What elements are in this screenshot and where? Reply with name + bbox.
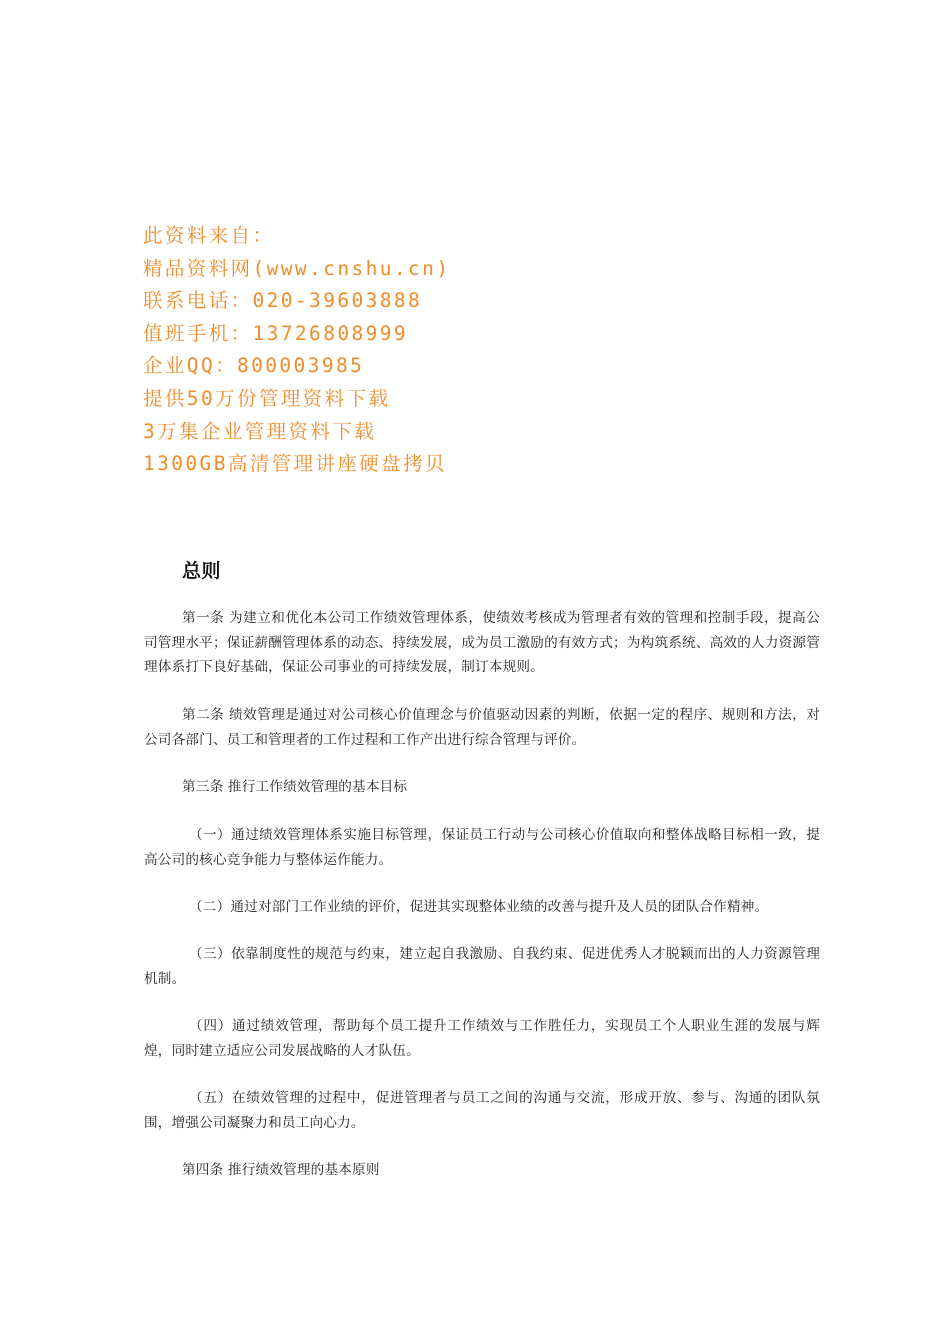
source-info-block bbox=[143, 220, 663, 481]
source-line-intro: 此资料来自： bbox=[143, 224, 275, 247]
objective-2-paragraph: （二）通过对部门工作业绩的评价，促进其实现整体业绩的改善与提升及人员的团队合作精神。 bbox=[189, 899, 769, 915]
source-line-offer-2: 3万集企业管理资料下载 bbox=[143, 419, 377, 443]
objective-4-paragraph: （四）通过绩效管理，帮助每个员工提升工作绩效与工作胜任力，实现员工个人职业生涯的发展与辉煌，同时建立适应公司发展战略的人才队伍。 bbox=[144, 1018, 820, 1059]
article-2-paragraph: 第二条 绩效管理是通过对公司核心价值理念与价值驱动因素的判断，依据一定的程序、规则和方法，对公司各部门、员工和管理者的工作过程和工作产出进行综合管理与评价。 bbox=[144, 707, 820, 748]
source-line-phone: 联系电话：020-39603888 bbox=[143, 289, 423, 313]
article-1-paragraph: 第一条 为建立和优化本公司工作绩效管理体系，使绩效考核成为管理者有效的管理和控制手段，提高公司管理水平；保证薪酬管理体系的动态、持续发展，成为员工激励的有效方式；为构筑系统、高效的人力资源管理体系打下良好基础，保证公司事业的可持续发展，制订本规则。 bbox=[144, 610, 820, 675]
source-line-qq: 企业QQ：800003985 bbox=[143, 354, 365, 378]
document-title: 总则 bbox=[182, 560, 222, 582]
source-line-website: 精品资料网(www.cnshu.cn) bbox=[143, 256, 451, 280]
source-line-offer-3: 1300GB高清管理讲座硬盘拷贝 bbox=[143, 452, 447, 476]
objective-3-paragraph: （三）依靠制度性的规范与约束，建立起自我激励、自我约束、促进优秀人才脱颖而出的人力资源管理机制。 bbox=[144, 946, 820, 987]
article-3-heading: 第三条 推行工作绩效管理的基本目标 bbox=[182, 779, 408, 795]
objective-1-paragraph: （一）通过绩效管理体系实施目标管理，保证员工行动与公司核心价值取向和整体战略目标相一致，提高公司的核心竞争能力与整体运作能力。 bbox=[144, 827, 820, 868]
objective-5-paragraph: （五）在绩效管理的过程中，促进管理者与员工之间的沟通与交流，形成开放、参与、沟通的团队氛围，增强公司凝聚力和员工向心力。 bbox=[144, 1090, 820, 1131]
source-line-mobile: 值班手机：13726808999 bbox=[143, 321, 409, 345]
article-4-heading: 第四条 推行绩效管理的基本原则 bbox=[182, 1162, 380, 1178]
source-line-offer-1: 提供50万份管理资料下载 bbox=[143, 386, 391, 410]
